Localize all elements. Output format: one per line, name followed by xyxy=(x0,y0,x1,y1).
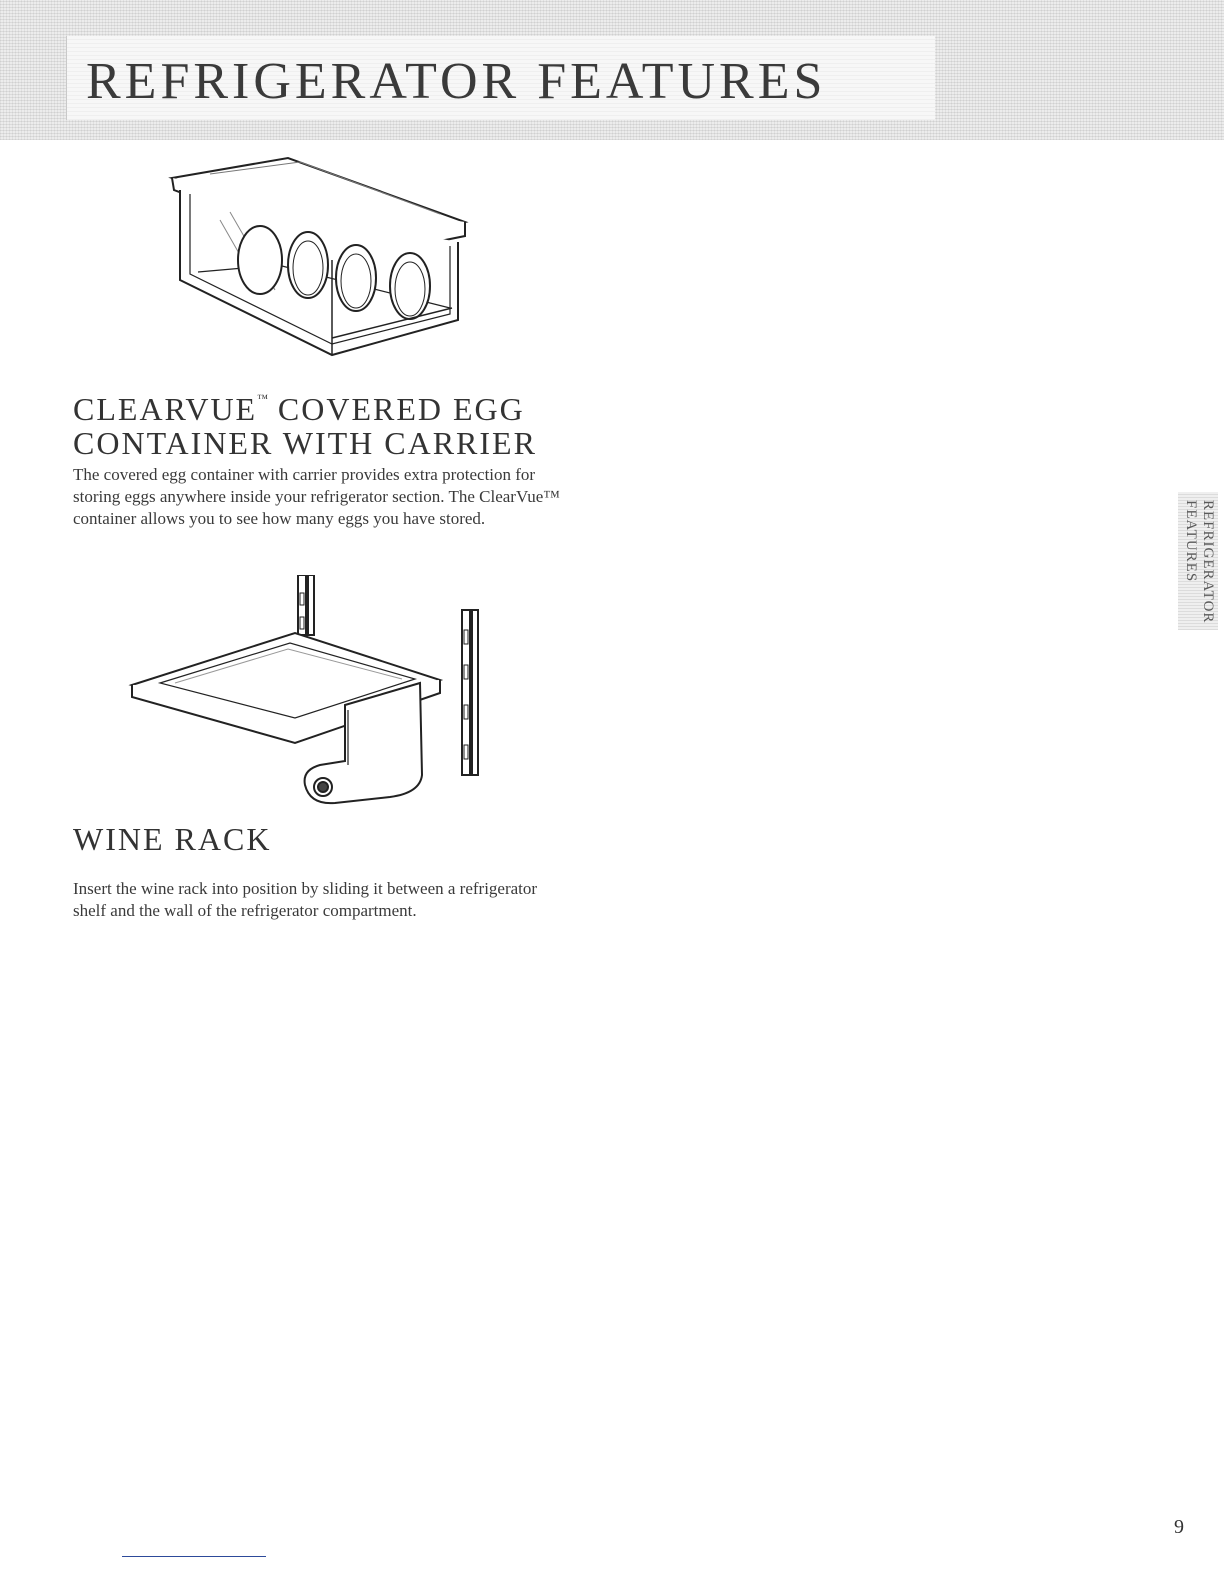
section-body-egg-container: The covered egg container with carrier provides extra protection for storing eggs anywhere inside your refrigerator section. The ClearVue™ container allows you to see how many eggs you have stored. xyxy=(73,465,560,528)
section-title-wine-rack: WINE RACK xyxy=(73,821,272,857)
egg xyxy=(238,226,282,294)
section-body-wine-rack: Insert the wine rack into position by sliding it between a refrigerator shelf and the wall of the refrigerator compartment. xyxy=(73,879,538,920)
footer-rule xyxy=(122,1556,266,1557)
egg xyxy=(336,245,376,311)
side-tab-label: REFRIGERATOR FEATURES xyxy=(1183,500,1216,624)
trademark-mark: ™ xyxy=(257,393,268,405)
egg xyxy=(288,232,328,298)
page-title: REFRIGERATOR FEATURES xyxy=(86,53,827,110)
wine-rack-illustration xyxy=(120,575,500,825)
wall-rail-right xyxy=(462,610,478,775)
egg-container-illustration xyxy=(160,150,480,370)
page-number: 9 xyxy=(1174,1516,1184,1538)
section-title-part2: COVERED EGG CONTAINER WITH CARRIER xyxy=(73,391,537,461)
section-title-egg-container xyxy=(73,382,593,460)
section-title-part1: CLEARVUE xyxy=(73,391,258,427)
egg xyxy=(390,253,430,319)
